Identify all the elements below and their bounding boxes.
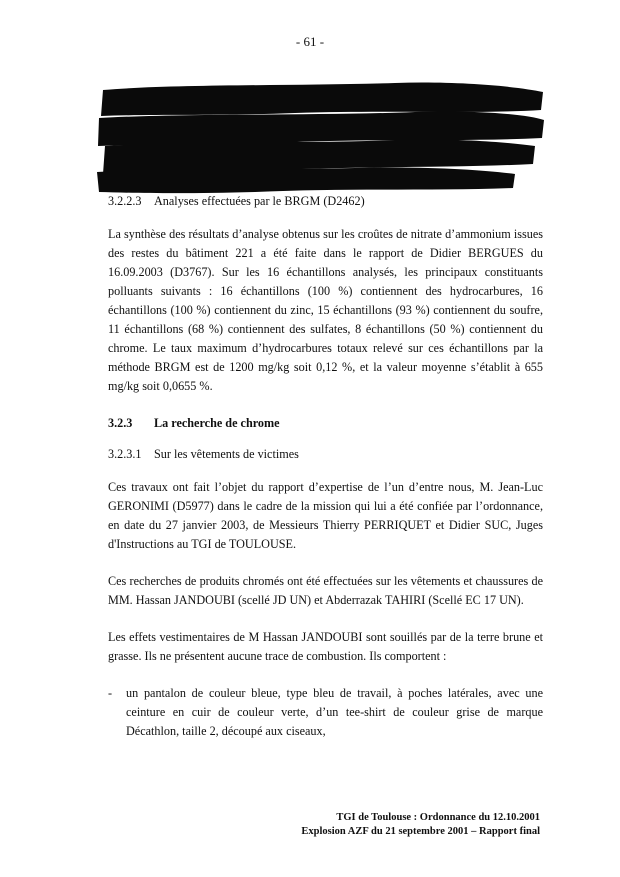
redaction-stroke (101, 83, 543, 116)
section-3-2-3-heading (108, 414, 543, 433)
redaction-block (95, 80, 545, 195)
paragraph-brgm-analysis: La synthèse des résultats d’analyse obtenus sur les croûtes de nitrate d’ammonium issues des restes du bâtiment 221 a été faite dans le rapport de Didier BERGUES du 16.09.2003 (D3767). Sur les 16 échantillons analysés, les principaux constituants polluants suivants : 16 échantillons (100 %) contiennent des hydrocarbures, 16 échantillons (100 %) contiennent du zinc, 15 échantillons (93 %) contiennent du soufre, 11 échantillons (68 %) contiennent des sulfates, 8 échantillons (50 %) contiennent du chrome. Le taux maximum d’hydrocarbures totaux relevé sur ces échantillons par la méthode BRGM est de 1200 mg/kg soit 0,12 %, et la valeur moyenne s’établit à 655 mg/kg soit 0,0655 %. (108, 227, 543, 393)
document-body (108, 192, 543, 741)
section-title: Sur les vêtements de victimes (154, 447, 299, 461)
section-number: 3.2.3 (108, 416, 133, 430)
section-title: Analyses effectuées par le BRGM (D2462) (154, 194, 365, 208)
page-footer (301, 811, 540, 839)
paragraph-chrome-research: Ces recherches de produits chromés ont été effectuées sur les vêtements et chaussures de MM. Hassan JANDOUBI (scellé JD UN) et Abderrazak TAHIRI (Scellé EC 17 UN). (108, 574, 543, 607)
footer-line-report: Explosion AZF du 21 septembre 2001 – Rapport final (301, 826, 540, 837)
list-item (108, 684, 543, 741)
section-number: 3.2.3.1 (108, 447, 142, 461)
paragraph-clothing-description: Les effets vestimentaires de M Hassan JANDOUBI sont souillés par de la terre brune et grasse. Ils ne présentent aucune trace de combustion. Ils comportent : (108, 630, 543, 663)
redaction-stroke (97, 167, 515, 193)
page-number: - 61 - (295, 34, 325, 49)
section-3-2-2-3-heading (108, 192, 543, 211)
section-3-2-3-1-heading (108, 445, 543, 464)
section-title: La recherche de chrome (154, 416, 280, 430)
paragraph-expertise-report: Ces travaux ont fait l’objet du rapport d’expertise de l’un d’entre nous, M. Jean-Luc GERONIMI (D5977) dans le cadre de la mission qui lui a été confiée par l’ordonnance, en date du 27 janvier 2003, de Messieurs Thierry PERRIQUET et Didier SUC, Juges d'Instructions au TGI de TOULOUSE. (108, 480, 543, 551)
list-item-text: un pantalon de couleur bleue, type bleu de travail, à poches latérales, avec une ceinture en cuir de couleur verte, d’un tee-shirt de couleur grise de marque Décathlon, taille 2, découpé aux ciseaux, (126, 686, 543, 738)
bullet-dash: - (108, 686, 113, 700)
footer-line-ordinance: TGI de Toulouse : Ordonnance du 12.10.2001 (336, 812, 540, 823)
section-number: 3.2.2.3 (108, 194, 142, 208)
